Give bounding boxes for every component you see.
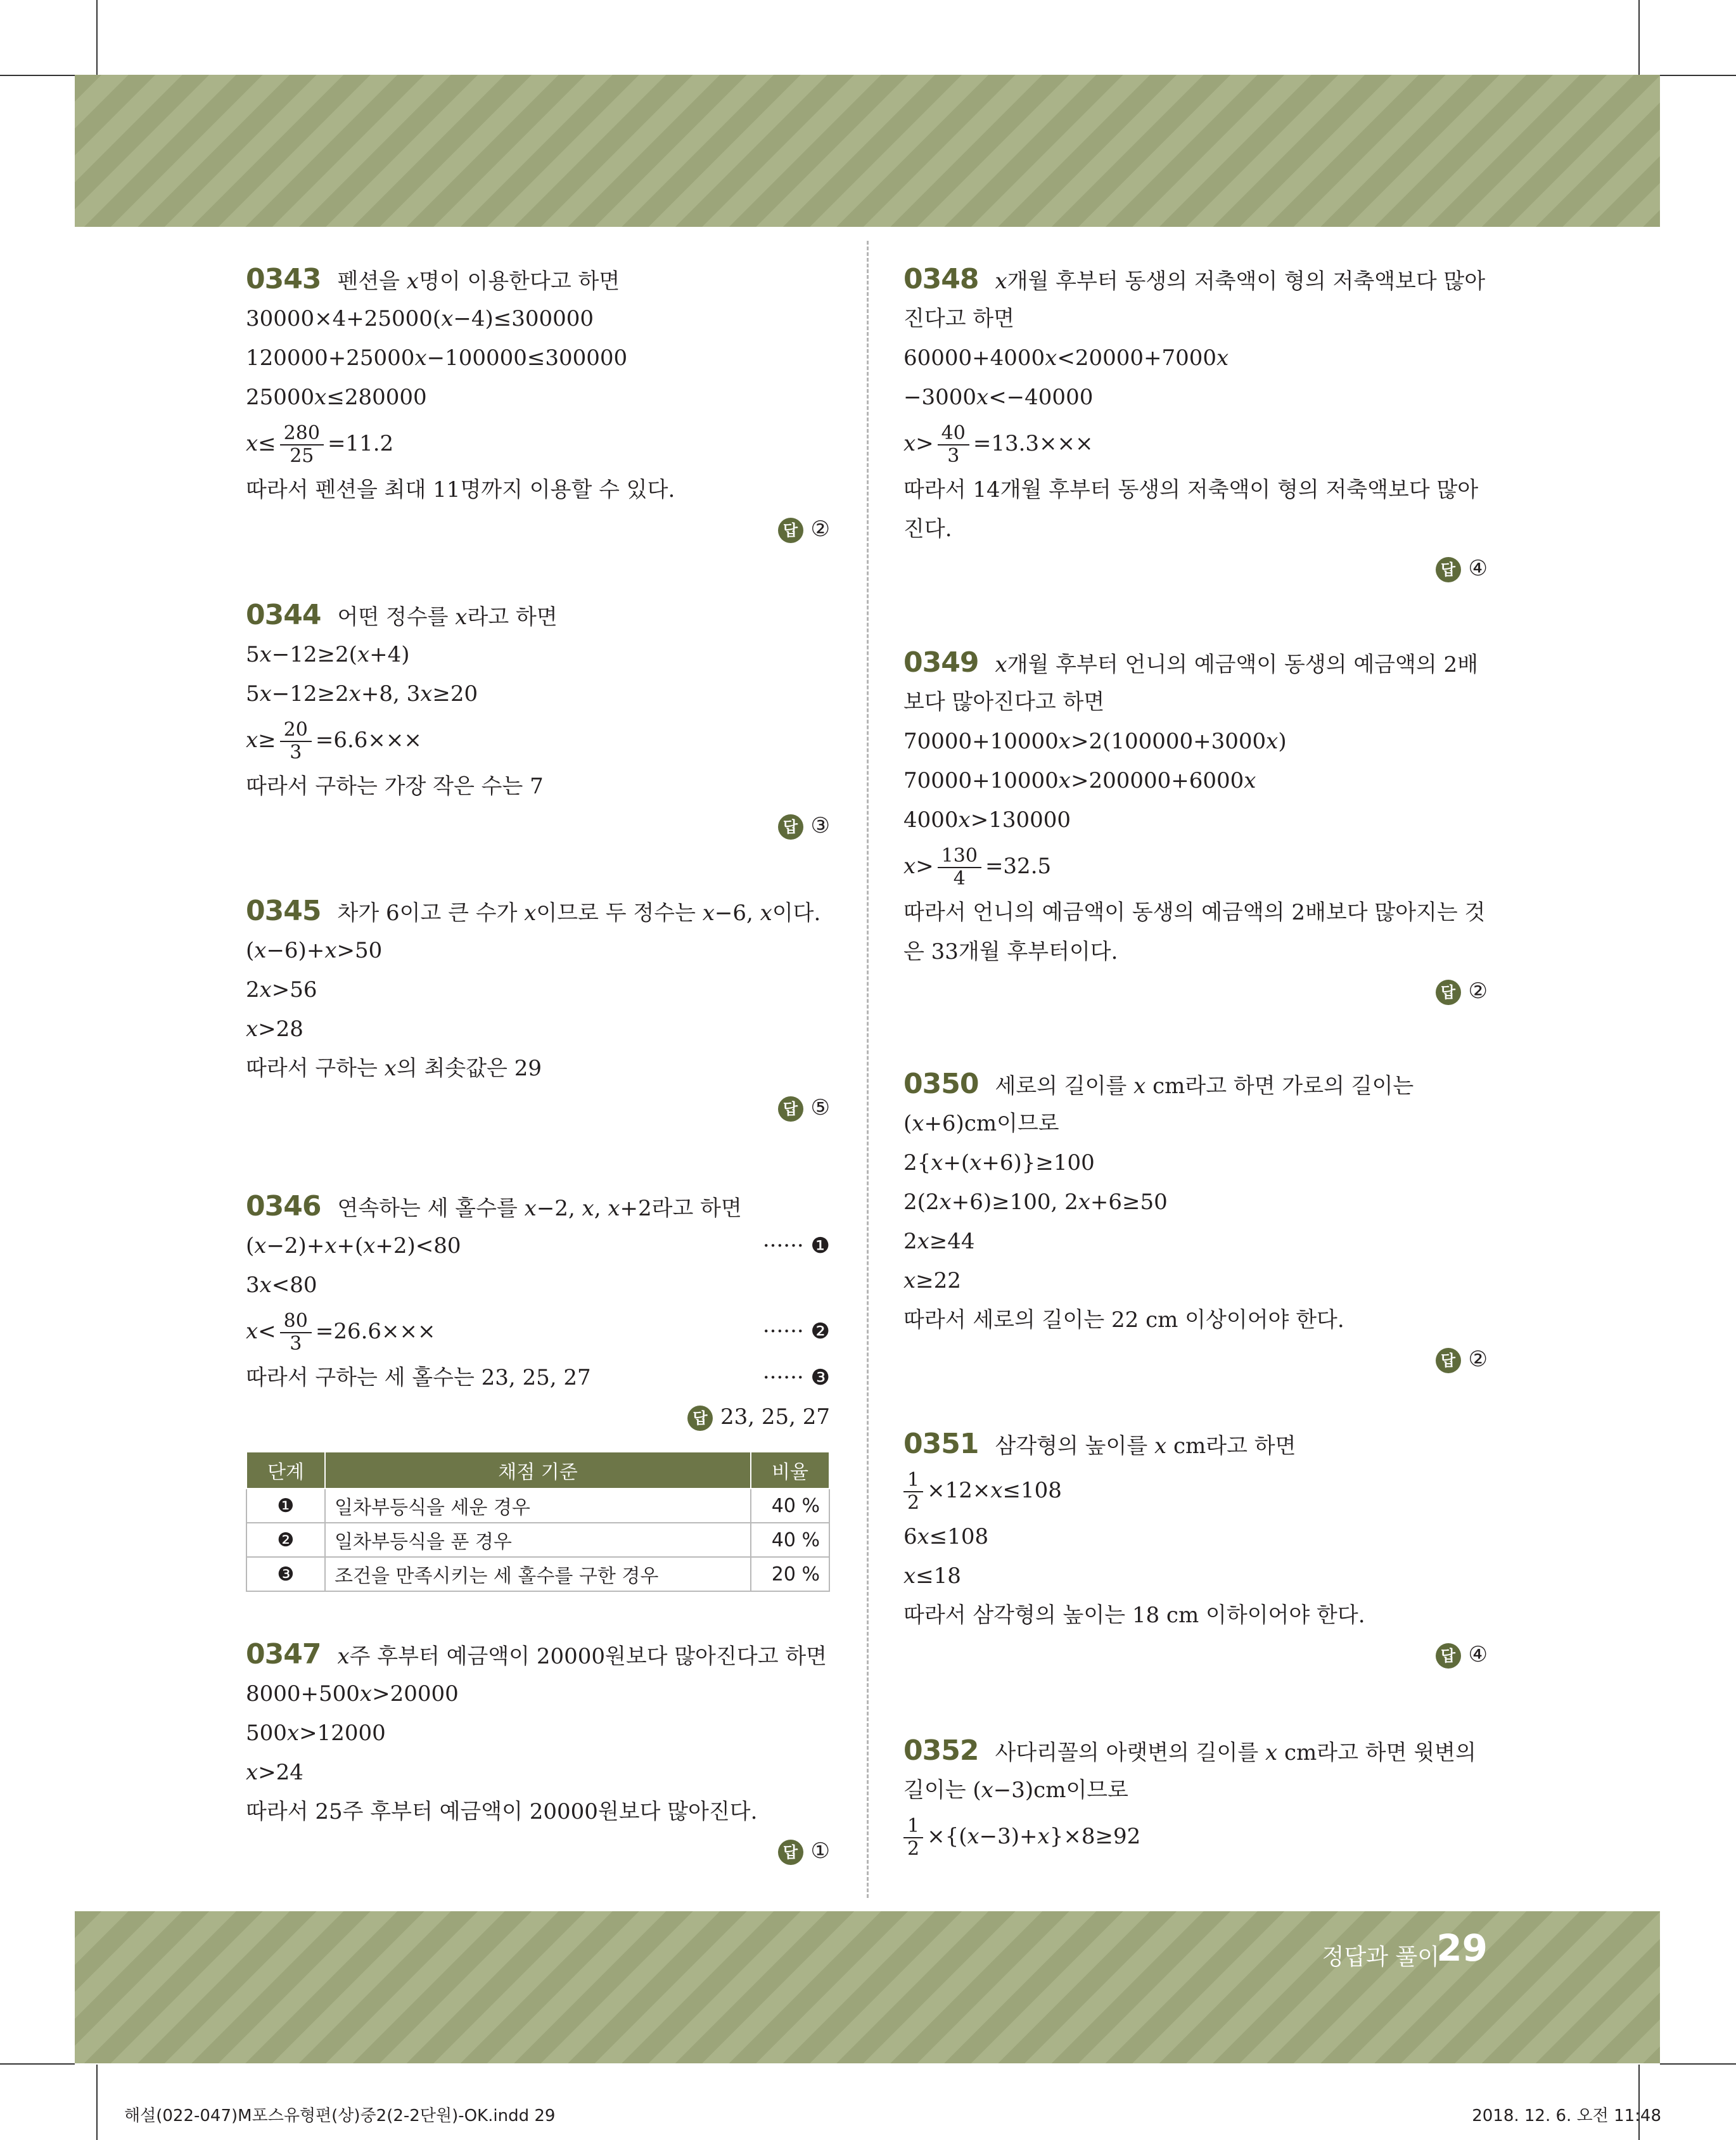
- solution-line: 2(2𝑥+6)≥100, 2𝑥+6≥50: [903, 1189, 1168, 1215]
- conclusion: 따라서 구하는 가장 작은 수는 7: [246, 774, 544, 799]
- crop-mark: [96, 2065, 98, 2140]
- slug-filename: 해설(022-047)M포스유형편(상)중2(2-2단원)-OK.indd 29: [124, 2106, 556, 2125]
- fraction: $\frac{280}{25}$: [280, 423, 324, 467]
- fraction-line: 𝑥> $\frac{40}{3}$ =13.3×××: [903, 422, 1094, 467]
- solution-line: 2𝑥≥44: [903, 1229, 975, 1254]
- fraction: $\frac{20}{3}$: [280, 719, 312, 764]
- answer-value: ②: [1468, 1347, 1488, 1372]
- solution-line: 70000+10000𝑥>2(100000+3000𝑥): [903, 729, 1287, 754]
- conclusion: 따라서 펜션을 최대 11명까지 이용할 수 있다.: [246, 477, 675, 503]
- answer: [903, 549, 1488, 588]
- answer-badge: 답: [778, 518, 803, 543]
- step-marker: ······ ❶: [762, 1233, 830, 1259]
- answer-badge: 답: [1436, 557, 1461, 582]
- conclusion: 따라서 언니의 예금액이 동생의 예금액의 2배보다 많아지는 것: [903, 900, 1486, 925]
- answer-badge: 답: [778, 814, 803, 840]
- problem-number: 0343: [246, 263, 321, 295]
- crop-mark: [0, 75, 75, 76]
- fraction: $\frac{1}{2}$: [903, 1816, 923, 1860]
- problem-intro-cont: 보다 많아진다고 하면: [903, 689, 1105, 715]
- problem-intro: 차가 6이고 큰 수가 𝑥이므로 두 정수는 𝑥−6, 𝑥이다.: [337, 900, 821, 926]
- answer: [246, 1397, 830, 1437]
- solution-line: 2𝑥>56: [246, 977, 317, 1003]
- solution-line: 4000𝑥>130000: [903, 807, 1071, 833]
- answer: [246, 1088, 830, 1127]
- problem-number: 0349: [903, 646, 979, 679]
- problem-number: 0352: [903, 1734, 979, 1767]
- solution-line: 120000+25000𝑥−100000≤300000: [246, 345, 628, 371]
- page-number: 29: [1436, 1926, 1488, 1970]
- header-band: [75, 75, 1660, 227]
- conclusion: 따라서 삼각형의 높이는 18 cm 이하이어야 한다.: [903, 1603, 1365, 1628]
- answer: [903, 971, 1488, 1011]
- problem-0351: [903, 1425, 1488, 1674]
- column-divider: [867, 241, 869, 1898]
- answer-value: 23, 25, 27: [720, 1404, 830, 1430]
- crop-mark: [1638, 0, 1640, 75]
- problem-intro: 𝑥개월 후부터 언니의 예금액이 동생의 예금액의 2배: [995, 652, 1478, 677]
- solution-line: 𝑥≥22: [903, 1268, 961, 1293]
- solution-line: 3𝑥<80: [246, 1272, 317, 1298]
- solution-line: 5𝑥−12≥2(𝑥+4): [246, 642, 410, 667]
- problem-number: 0345: [246, 895, 321, 927]
- answer-badge: 답: [778, 1096, 803, 1122]
- answer-badge: 답: [778, 1840, 803, 1865]
- problem-intro: 펜션을 𝑥명이 이용한다고 하면: [337, 269, 620, 294]
- crop-mark: [1660, 75, 1736, 76]
- fraction-line: $\frac{1}{2}$ ×12×𝑥≤108: [903, 1464, 1488, 1517]
- answer: [246, 806, 830, 845]
- table-header: 비율: [751, 1452, 829, 1489]
- solution-line: 𝑥>24: [246, 1760, 303, 1785]
- problem-intro: 세로의 길이를 𝑥 cm라고 하면 가로의 길이는: [995, 1073, 1414, 1099]
- fraction: $\frac{80}{3}$: [280, 1310, 312, 1355]
- conclusion-cont: 진다.: [903, 516, 952, 542]
- answer-value: ②: [1468, 978, 1488, 1004]
- problem-0349: [903, 643, 1488, 1011]
- footer-band: [75, 1911, 1660, 2063]
- table-header: 채점 기준: [325, 1452, 751, 1489]
- problem-0347: [246, 1635, 830, 1871]
- solution-line: 5𝑥−12≥2𝑥+8, 3𝑥≥20: [246, 681, 478, 707]
- answer-value: ④: [1468, 556, 1488, 581]
- solution-line: 𝑥≤18: [903, 1563, 961, 1589]
- problem-number: 0344: [246, 599, 321, 631]
- problem-intro: 어떤 정수를 𝑥라고 하면: [337, 605, 558, 630]
- problem-0345: [246, 892, 830, 1127]
- problem-0346: [246, 1187, 830, 1437]
- problem-intro-cont: (𝑥+6)cm이므로: [903, 1111, 1059, 1136]
- answer-badge: 답: [687, 1406, 713, 1431]
- solution-line: 6𝑥≤108: [903, 1524, 989, 1549]
- step-marker: ······ ❸: [762, 1365, 830, 1390]
- problem-intro: 사다리꼴의 아랫변의 길이를 𝑥 cm라고 하면 윗변의: [995, 1740, 1476, 1765]
- crop-mark: [1660, 2063, 1736, 2065]
- solution-line: 𝑥>28: [246, 1016, 303, 1042]
- problem-intro-cont: 길이는 (𝑥−3)cm이므로: [903, 1778, 1128, 1803]
- problem-number: 0347: [246, 1638, 321, 1670]
- answer: [246, 509, 830, 549]
- answer-value: ⑤: [810, 1095, 830, 1120]
- problem-0352: [903, 1731, 1488, 1863]
- answer-value: ③: [810, 813, 830, 838]
- problem-0344: [246, 596, 830, 845]
- answer-badge: 답: [1436, 1348, 1461, 1373]
- solution-line: 30000×4+25000(𝑥−4)≤300000: [246, 306, 594, 331]
- solution-line: 70000+10000𝑥>200000+6000𝑥: [903, 768, 1256, 793]
- problem-intro: 𝑥주 후부터 예금액이 20000원보다 많아진다고 하면: [337, 1644, 827, 1669]
- table-row: ❸ 조건을 만족시키는 세 홀수를 구한 경우 20 %: [246, 1557, 829, 1591]
- solution-line: 500𝑥>12000: [246, 1720, 386, 1746]
- problem-number: 0351: [903, 1428, 979, 1460]
- problem-number: 0348: [903, 263, 979, 295]
- solution-line: (𝑥−6)+𝑥>50: [246, 938, 383, 963]
- problem-0348: [903, 260, 1488, 588]
- conclusion: 따라서 세로의 길이는 22 cm 이상이어야 한다.: [903, 1307, 1344, 1333]
- grading-table: [246, 1451, 830, 1592]
- problem-number: 0346: [246, 1190, 321, 1222]
- answer-badge: 답: [1436, 1643, 1461, 1669]
- conclusion: 따라서 구하는 𝑥의 최솟값은 29: [246, 1056, 542, 1081]
- table-header: 단계: [246, 1452, 325, 1489]
- solution-line: −3000𝑥<−40000: [903, 385, 1094, 410]
- problem-0343: [246, 260, 830, 549]
- fraction-line: 𝑥> $\frac{130}{4}$ =32.5: [903, 845, 1052, 890]
- problem-intro: 삼각형의 높이를 𝑥 cm라고 하면: [995, 1433, 1296, 1459]
- fraction-line: 𝑥≥ $\frac{20}{3}$ =6.6×××: [246, 719, 422, 764]
- crop-mark: [0, 2063, 75, 2065]
- answer: [903, 1635, 1488, 1674]
- fraction: $\frac{130}{4}$: [938, 845, 981, 890]
- conclusion: 따라서 14개월 후부터 동생의 저축액이 형의 저축액보다 많아: [903, 477, 1479, 503]
- answer: [246, 1831, 830, 1871]
- fraction-line: 𝑥< $\frac{80}{3}$ =26.6××× ······ ❷: [246, 1305, 830, 1358]
- table-row: ❷ 일차부등식을 푼 경우 40 %: [246, 1523, 829, 1557]
- step-marker: ······ ❷: [762, 1319, 830, 1344]
- table-row: ❶ 일차부등식을 세운 경우 40 %: [246, 1489, 829, 1523]
- conclusion: 따라서 25주 후부터 예금액이 20000원보다 많아진다.: [246, 1799, 758, 1824]
- solution-line: 2{𝑥+(𝑥+6)}≥100: [903, 1150, 1095, 1176]
- solution-line: 25000𝑥≤280000: [246, 385, 427, 410]
- solution-line: 8000+500𝑥>20000: [246, 1681, 459, 1707]
- solution-line: 60000+4000𝑥<20000+7000𝑥: [903, 345, 1229, 371]
- problem-intro-cont: 진다고 하면: [903, 306, 1015, 331]
- answer-value: ②: [810, 516, 830, 542]
- conclusion-cont: 은 33개월 후부터이다.: [903, 939, 1118, 964]
- fraction-line: $\frac{1}{2}$ ×{(𝑥−3)+𝑥}×8≥92: [903, 1810, 1488, 1863]
- section-title: 정답과 풀이: [1322, 1944, 1439, 1970]
- crop-mark: [96, 0, 98, 75]
- answer-value: ①: [810, 1838, 830, 1864]
- problem-intro: 연속하는 세 홀수를 𝑥−2, 𝑥, 𝑥+2라고 하면: [337, 1196, 742, 1221]
- fraction: $\frac{40}{3}$: [938, 423, 969, 467]
- problem-number: 0350: [903, 1068, 979, 1100]
- slug-timestamp: 2018. 12. 6. 오전 11:48: [1472, 2106, 1661, 2125]
- fraction: $\frac{1}{2}$: [903, 1470, 923, 1514]
- conclusion: 따라서 구하는 세 홀수는 23, 25, 27 ······ ❸: [246, 1358, 830, 1397]
- answer: [903, 1340, 1488, 1379]
- fraction-line: 𝑥≤ $\frac{280}{25}$ =11.2: [246, 422, 394, 467]
- problem-intro: 𝑥개월 후부터 동생의 저축액이 형의 저축액보다 많아: [995, 269, 1486, 294]
- answer-value: ④: [1468, 1642, 1488, 1667]
- answer-badge: 답: [1436, 980, 1461, 1005]
- problem-0350: [903, 1065, 1488, 1379]
- solution-line: (𝑥−2)+𝑥+(𝑥+2)<80 ······ ❶: [246, 1226, 830, 1265]
